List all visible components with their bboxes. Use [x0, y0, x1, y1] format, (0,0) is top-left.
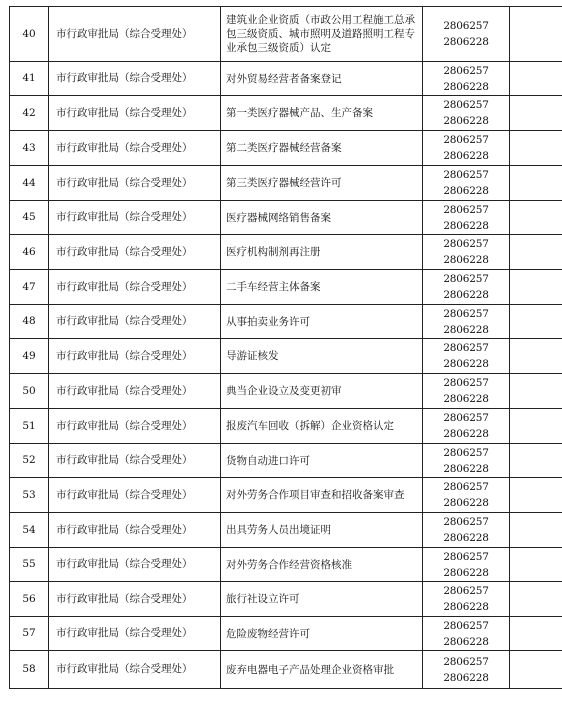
- department-cell: 市行政审批局（综合受理处）: [49, 235, 221, 270]
- row-number: 50: [10, 374, 49, 409]
- remark-cell: [510, 62, 562, 96]
- phone-number: 2806257: [443, 412, 489, 424]
- service-item-cell: 第一类医疗器械产品、生产备案: [221, 96, 423, 131]
- service-item-cell: 从事拍卖业务许可: [221, 305, 423, 339]
- row-number: 52: [10, 444, 49, 478]
- phone-number: 2806257: [443, 481, 489, 493]
- table-row: [10, 513, 562, 548]
- remark-cell: [510, 339, 562, 374]
- service-item-cell: 对外贸易经营者备案登记: [221, 62, 423, 96]
- row-number: 49: [10, 339, 49, 374]
- remark-cell: [510, 96, 562, 131]
- phone-cell: [423, 305, 510, 339]
- phone-cell: [423, 651, 510, 689]
- service-item-cell: 出具劳务人员出境证明: [221, 513, 423, 548]
- phone-number: 2806228: [443, 36, 489, 48]
- table-row: [10, 7, 562, 62]
- department-cell: 市行政审批局（综合受理处）: [49, 617, 221, 651]
- phone-number: 2806257: [443, 655, 489, 668]
- phone-number: 2806257: [443, 203, 489, 216]
- remark-cell: [510, 444, 562, 478]
- phone-number: 2806228: [443, 80, 489, 93]
- department-cell: 市行政审批局（综合受理处）: [49, 270, 221, 305]
- phone-cell: [423, 235, 510, 270]
- service-item-cell: 建筑业企业资质（市政公用工程施工总承包三级资质、城市照明及道路照明工程专业承包三级资质）认定: [221, 7, 423, 62]
- phone-cell: [423, 548, 510, 582]
- row-number: 56: [10, 582, 49, 617]
- row-number: 55: [10, 548, 49, 582]
- table-row: [10, 201, 562, 235]
- remark-cell: [510, 409, 562, 444]
- table-row: [10, 270, 562, 305]
- table-row: [10, 444, 562, 478]
- department-cell: 市行政审批局（综合受理处）: [49, 478, 221, 513]
- phone-number: 2806228: [443, 219, 489, 232]
- department-cell: 市行政审批局（综合受理处）: [49, 444, 221, 478]
- table-row: [10, 617, 562, 651]
- phone-number: 2806257: [443, 64, 489, 77]
- phone-number: 2806228: [443, 185, 489, 197]
- phone-number: 2806257: [443, 99, 489, 111]
- row-number: 57: [10, 617, 49, 651]
- phone-number: 2806228: [443, 566, 489, 579]
- row-number: 42: [10, 96, 49, 131]
- phone-cell: [423, 513, 510, 548]
- row-number: 51: [10, 409, 49, 444]
- department-cell: 市行政审批局（综合受理处）: [49, 513, 221, 548]
- remark-cell: [510, 305, 562, 339]
- phone-cell: [423, 7, 510, 62]
- row-number: 47: [10, 270, 49, 305]
- service-item-cell: 典当企业设立及变更初审: [221, 374, 423, 409]
- remark-cell: [510, 235, 562, 270]
- table-row: [10, 62, 562, 96]
- table-row: [10, 548, 562, 582]
- phone-number: 2806228: [443, 497, 489, 509]
- service-item-cell: 二手车经营主体备案: [221, 270, 423, 305]
- department-cell: 市行政审批局（综合受理处）: [49, 651, 221, 689]
- department-cell: 市行政审批局（综合受理处）: [49, 62, 221, 96]
- table-row: [10, 166, 562, 201]
- phone-number: 2806228: [443, 150, 489, 162]
- row-number: 48: [10, 305, 49, 339]
- phone-number: 2806228: [443, 358, 489, 370]
- phone-cell: [423, 444, 510, 478]
- table-row: [10, 374, 562, 409]
- phone-number: 2806257: [443, 273, 489, 285]
- table-row: [10, 478, 562, 513]
- table-row: [10, 582, 562, 617]
- remark-cell: [510, 374, 562, 409]
- remark-cell: [510, 131, 562, 166]
- remark-cell: [510, 166, 562, 201]
- remark-cell: [510, 201, 562, 235]
- department-cell: 市行政审批局（综合受理处）: [49, 96, 221, 131]
- remark-cell: [510, 617, 562, 651]
- phone-number: 2806228: [443, 323, 489, 336]
- service-item-cell: 对外劳务合作经营资格核准: [221, 548, 423, 582]
- phone-cell: [423, 339, 510, 374]
- service-item-cell: 废弃电器电子产品处理企业资格审批: [221, 651, 423, 689]
- phone-number: 2806257: [443, 169, 489, 181]
- remark-cell: [510, 7, 562, 62]
- phone-cell: [423, 582, 510, 617]
- department-cell: 市行政审批局（综合受理处）: [49, 166, 221, 201]
- service-item-cell: 第三类医疗器械经营许可: [221, 166, 423, 201]
- approval-items-table: [9, 6, 562, 689]
- department-cell: 市行政审批局（综合受理处）: [49, 374, 221, 409]
- service-item-cell: 旅行社设立许可: [221, 582, 423, 617]
- phone-number: 2806257: [443, 446, 489, 459]
- phone-cell: [423, 201, 510, 235]
- remark-cell: [510, 582, 562, 617]
- document-page: [9, 6, 562, 689]
- service-item-cell: 第二类医疗器械经营备案: [221, 131, 423, 166]
- row-number: 41: [10, 62, 49, 96]
- department-cell: 市行政审批局（综合受理处）: [49, 131, 221, 166]
- phone-number: 2806228: [443, 532, 489, 544]
- phone-number: 2806228: [443, 462, 489, 475]
- phone-number: 2806228: [443, 393, 489, 405]
- table-body: [10, 7, 562, 689]
- remark-cell: [510, 478, 562, 513]
- row-number: 43: [10, 131, 49, 166]
- remark-cell: [510, 513, 562, 548]
- phone-number: 2806257: [443, 516, 489, 528]
- row-number: 44: [10, 166, 49, 201]
- phone-cell: [423, 374, 510, 409]
- table-row: [10, 131, 562, 166]
- phone-cell: [423, 62, 510, 96]
- table-row: [10, 651, 562, 689]
- service-item-cell: 报废汽车回收（拆解）企业资格认定: [221, 409, 423, 444]
- service-item-cell: 危险废物经营许可: [221, 617, 423, 651]
- phone-number: 2806228: [443, 601, 489, 613]
- phone-cell: [423, 617, 510, 651]
- service-item-cell: 医疗器械网络销售备案: [221, 201, 423, 235]
- phone-number: 2806257: [443, 307, 489, 320]
- row-number: 45: [10, 201, 49, 235]
- department-cell: 市行政审批局（综合受理处）: [49, 7, 221, 62]
- phone-number: 2806228: [443, 671, 489, 684]
- table-row: [10, 96, 562, 131]
- department-cell: 市行政审批局（综合受理处）: [49, 409, 221, 444]
- table-row: [10, 409, 562, 444]
- phone-number: 2806228: [443, 289, 489, 301]
- service-item-cell: 货物自动进口许可: [221, 444, 423, 478]
- phone-number: 2806257: [443, 585, 489, 597]
- phone-cell: [423, 478, 510, 513]
- row-number: 46: [10, 235, 49, 270]
- phone-number: 2806257: [443, 342, 489, 354]
- department-cell: 市行政审批局（综合受理处）: [49, 582, 221, 617]
- table-row: [10, 339, 562, 374]
- remark-cell: [510, 548, 562, 582]
- phone-cell: [423, 270, 510, 305]
- table-row: [10, 305, 562, 339]
- remark-cell: [510, 651, 562, 689]
- phone-number: 2806257: [443, 619, 489, 632]
- department-cell: 市行政审批局（综合受理处）: [49, 548, 221, 582]
- phone-cell: [423, 166, 510, 201]
- phone-number: 2806257: [443, 20, 489, 32]
- department-cell: 市行政审批局（综合受理处）: [49, 201, 221, 235]
- service-item-cell: 导游证核发: [221, 339, 423, 374]
- phone-cell: [423, 96, 510, 131]
- service-item-cell: 对外劳务合作项目审查和招收备案审查: [221, 478, 423, 513]
- service-item-cell: 医疗机构制剂再注册: [221, 235, 423, 270]
- phone-cell: [423, 409, 510, 444]
- phone-number: 2806257: [443, 238, 489, 250]
- phone-number: 2806257: [443, 134, 489, 146]
- department-cell: 市行政审批局（综合受理处）: [49, 339, 221, 374]
- phone-number: 2806257: [443, 377, 489, 389]
- row-number: 40: [10, 7, 49, 62]
- row-number: 53: [10, 478, 49, 513]
- phone-number: 2806228: [443, 115, 489, 127]
- row-number: 54: [10, 513, 49, 548]
- phone-number: 2806228: [443, 428, 489, 440]
- phone-cell: [423, 131, 510, 166]
- phone-number: 2806228: [443, 254, 489, 266]
- remark-cell: [510, 270, 562, 305]
- table-row: [10, 235, 562, 270]
- department-cell: 市行政审批局（综合受理处）: [49, 305, 221, 339]
- phone-number: 2806257: [443, 550, 489, 563]
- phone-number: 2806228: [443, 635, 489, 648]
- row-number: 58: [10, 651, 49, 689]
